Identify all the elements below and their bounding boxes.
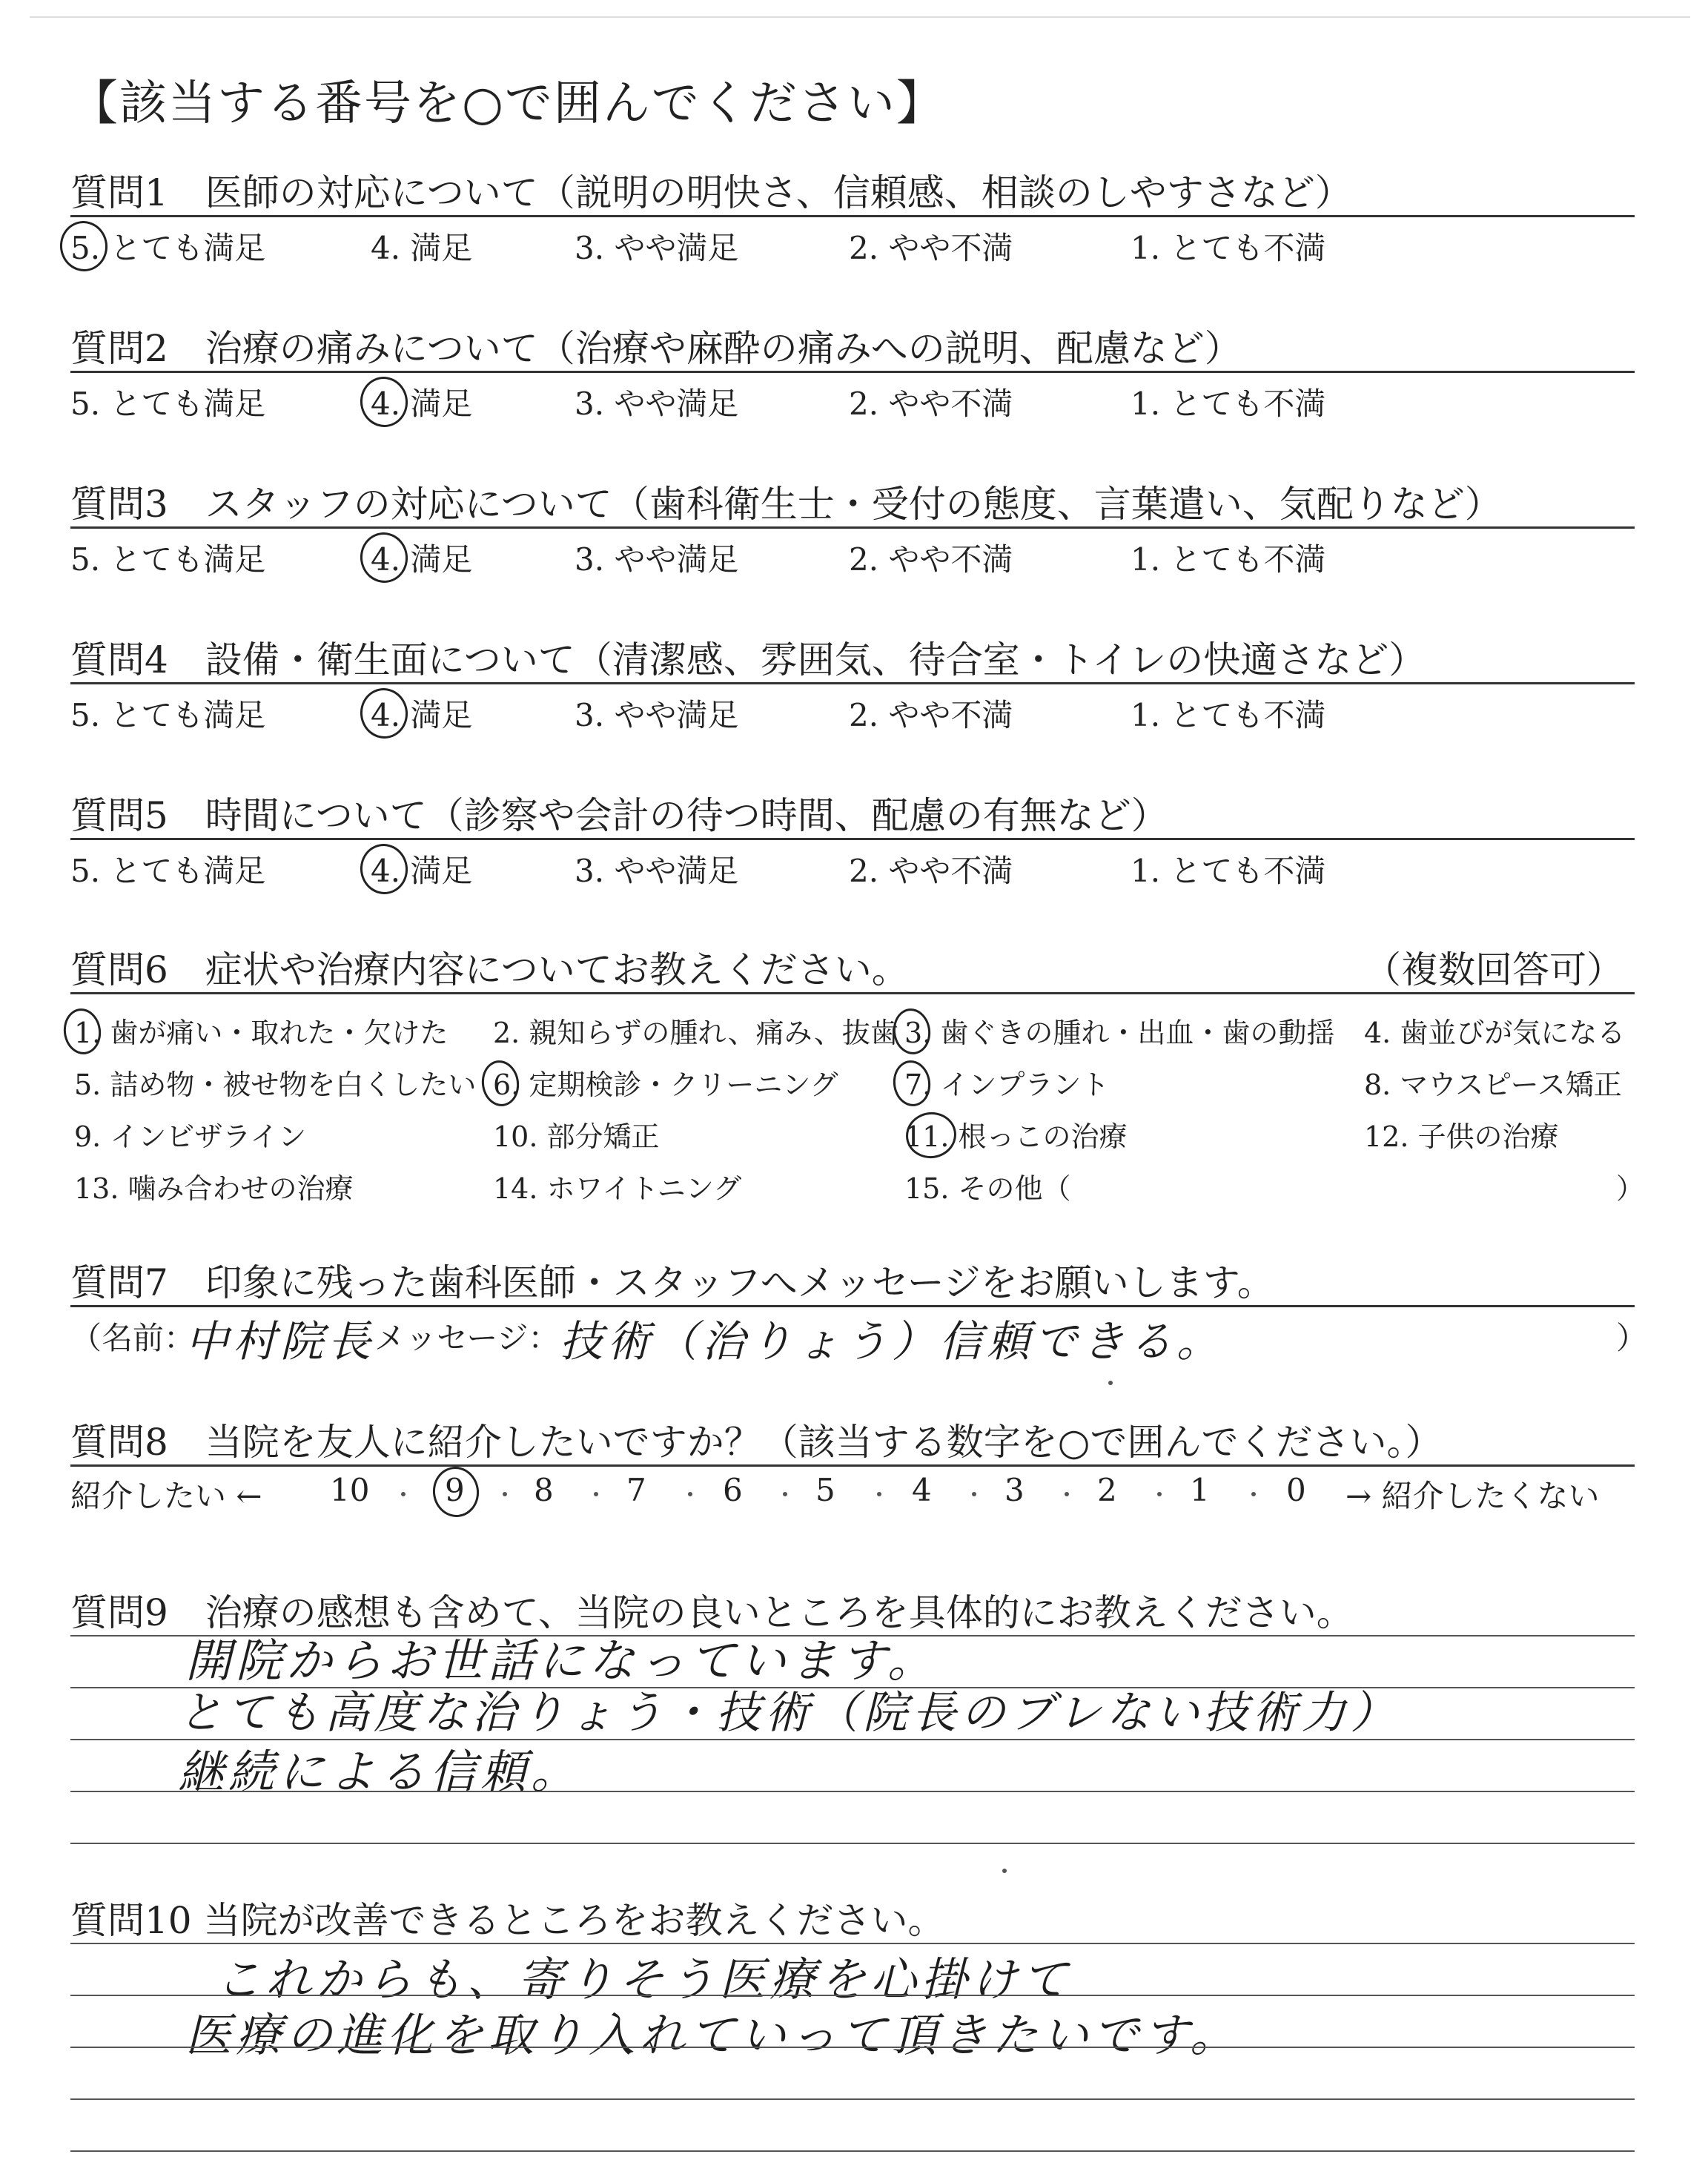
q6-option-8: 8. マウスピース矯正 <box>1364 1069 1622 1101</box>
stray-dot <box>1108 1381 1113 1385</box>
q2-rule <box>70 371 1635 373</box>
q4-option-2: 2. やや不満 <box>849 697 1013 733</box>
q7-name-label: （名前： <box>70 1320 196 1356</box>
q6-rule <box>70 992 1635 994</box>
page-title: 【該当する番号を○で囲んでください】 <box>70 76 945 131</box>
q8-rule <box>70 1464 1635 1467</box>
q5-option-4: 4. 満足 <box>371 853 473 889</box>
q3-option-5: 5. とても満足 <box>70 541 266 578</box>
q3-title: 質問3 スタッフの対応について（歯科衛生士・受付の態度、言葉遣い、気配りなど） <box>70 483 1502 526</box>
q4-option-1: 1. とても不満 <box>1131 697 1326 733</box>
q3-option-1: 1. とても不満 <box>1131 541 1326 578</box>
q6-option-14: 14. ホワイトニング <box>493 1172 742 1205</box>
q9-answer-rule <box>70 1635 1635 1636</box>
q2-option-4: 4. 満足 <box>371 386 473 422</box>
q6-option-1: 1. 歯が痛い・取れた・欠けた <box>74 1017 448 1049</box>
q2-option-2: 2. やや不満 <box>849 386 1013 422</box>
q7-message-label: メッセージ： <box>374 1320 560 1356</box>
q4-option-5: 5. とても満足 <box>70 697 266 733</box>
q10-answer-rule <box>70 2150 1635 2152</box>
q8-scale-5: 5 <box>815 1472 835 1508</box>
q6-option-15: 15. その他（ <box>904 1172 1071 1205</box>
q5-title: 質問5 時間について（診察や会計の待つ時間、配慮の有無など） <box>70 794 1168 837</box>
q10-answer-rule <box>70 2047 1635 2048</box>
q2-option-3: 3. やや満足 <box>575 386 739 422</box>
q8-scale-10: 10 <box>330 1472 370 1508</box>
q6-option-7: 7. インプラント <box>904 1069 1110 1101</box>
q8-scale-9: 9 <box>445 1472 465 1508</box>
q7-close-paren: ） <box>1616 1320 1648 1356</box>
q1-rule <box>70 215 1635 217</box>
q8-scale-8: 8 <box>534 1472 554 1508</box>
q3-rule <box>70 526 1635 529</box>
q8-separator-dot <box>877 1492 881 1496</box>
q8-left-label: 紹介したい ← <box>70 1478 262 1514</box>
q7-name-value: 中村院長 <box>185 1316 376 1367</box>
q2-option-1: 1. とても不満 <box>1131 386 1326 422</box>
q8-right-label: → 紹介したくない <box>1345 1478 1600 1514</box>
q5-option-2: 2. やや不満 <box>849 853 1013 889</box>
q1-title: 質問1 医師の対応について（説明の明快さ、信頼感、相談のしやすさなど） <box>70 171 1352 214</box>
q5-option-5: 5. とても満足 <box>70 853 266 889</box>
q6-option-12: 12. 子供の治療 <box>1364 1120 1559 1153</box>
q8-scale-2: 2 <box>1097 1472 1117 1508</box>
q1-option-1: 1. とても不満 <box>1131 230 1326 266</box>
q3-option-3: 3. やや満足 <box>575 541 739 578</box>
q6-option-5: 5. 詰め物・被せ物を白くしたい <box>74 1069 477 1101</box>
q8-separator-dot <box>1065 1492 1069 1496</box>
q8-scale-6: 6 <box>723 1472 743 1508</box>
q8-separator-dot <box>688 1492 692 1496</box>
q4-title: 質問4 設備・衛生面について（清潔感、雰囲気、待合室・トイレの快適さなど） <box>70 638 1426 681</box>
q6-option-4: 4. 歯並びが気になる <box>1364 1017 1626 1049</box>
q6-option-11: 11. 根っこの治療 <box>904 1120 1128 1153</box>
q6-option-10: 10. 部分矯正 <box>493 1120 660 1153</box>
q9-answer-line-3: 継続による信頼。 <box>178 1745 582 1799</box>
q9-answer-rule <box>70 1739 1635 1740</box>
q8-selected-circle <box>430 1464 483 1520</box>
q9-answer-rule <box>70 1791 1635 1792</box>
q1-option-4: 4. 満足 <box>371 230 473 266</box>
q8-scale-0: 0 <box>1286 1472 1306 1508</box>
q8-scale-4: 4 <box>912 1472 932 1508</box>
q10-answer-rule <box>70 1995 1635 1996</box>
q4-option-4: 4. 満足 <box>371 697 473 733</box>
q4-rule <box>70 682 1635 684</box>
q6-title: 質問6 症状や治療内容についてお教えください。 <box>70 948 909 991</box>
q7-title: 質問7 印象に残った歯科医師・スタッフへメッセージをお願いします。 <box>70 1261 1274 1304</box>
q8-separator-dot <box>1251 1492 1256 1496</box>
q8-scale-1: 1 <box>1190 1472 1210 1508</box>
q5-option-3: 3. やや満足 <box>575 853 739 889</box>
q6-option-3: 3. 歯ぐきの腫れ・出血・歯の動揺 <box>904 1017 1335 1049</box>
stray-dot <box>1002 1869 1007 1873</box>
q5-rule <box>70 838 1635 840</box>
q1-option-2: 2. やや不満 <box>849 230 1013 266</box>
q8-separator-dot <box>1157 1492 1162 1496</box>
q8-separator-dot <box>972 1492 976 1496</box>
q1-option-5: 5. とても満足 <box>70 230 266 266</box>
q8-separator-dot <box>783 1492 787 1496</box>
q6-note: （複数回答可） <box>1364 948 1623 991</box>
q3-option-4: 4. 満足 <box>371 541 473 578</box>
q8-scale-3: 3 <box>1004 1472 1025 1508</box>
q5-option-1: 1. とても不満 <box>1131 853 1326 889</box>
q9-answer-rule <box>70 1843 1635 1844</box>
q2-title: 質問2 治療の痛みについて（治療や麻酔の痛みへの説明、配慮など） <box>70 327 1242 370</box>
q6-option-13: 13. 噛み合わせの治療 <box>74 1172 354 1205</box>
q6-option-9: 9. インビザライン <box>74 1120 307 1153</box>
q7-message-value: 技術（治りょう）信頼できる。 <box>560 1316 1225 1367</box>
q9-answer-rule <box>70 1687 1635 1688</box>
q8-title: 質問8 当院を友人に紹介したいですか？（該当する数字を○で囲んでください。） <box>70 1421 1443 1464</box>
q6-option-6: 6. 定期検診・クリーニング <box>493 1069 838 1101</box>
q9-title: 質問9 治療の感想も含めて、当院の良いところを具体的にお教えください。 <box>70 1591 1354 1634</box>
q1-option-3: 3. やや満足 <box>575 230 739 266</box>
q9-answer-line-1: 開院からお世話になっています。 <box>185 1634 939 1688</box>
q4-option-3: 3. やや満足 <box>575 697 739 733</box>
q10-answer-rule <box>70 1943 1635 1944</box>
q10-answer-line-2: 医療の進化を取り入れていって頂きたいです。 <box>185 2008 1241 2062</box>
q10-answer-line-1: これからも、寄りそう医療を心掛けて <box>215 1952 1073 2007</box>
q10-answer-rule <box>70 2098 1635 2100</box>
q10-title: 質問10 当院が改善できるところをお教えください。 <box>70 1899 945 1942</box>
q6-option-16: ） <box>1616 1172 1645 1205</box>
q8-scale-7: 7 <box>626 1472 646 1508</box>
q8-separator-dot <box>401 1492 406 1496</box>
q8-separator-dot <box>503 1492 507 1496</box>
top-edge-line <box>30 16 1690 18</box>
q8-separator-dot <box>594 1492 598 1496</box>
q2-option-5: 5. とても満足 <box>70 386 266 422</box>
q3-option-2: 2. やや不満 <box>849 541 1013 578</box>
q6-option-2: 2. 親知らずの腫れ、痛み、抜歯 <box>493 1017 898 1049</box>
q9-answer-line-2: とても高度な治りょう・技術（院長のブレない技術力） <box>178 1687 1400 1739</box>
